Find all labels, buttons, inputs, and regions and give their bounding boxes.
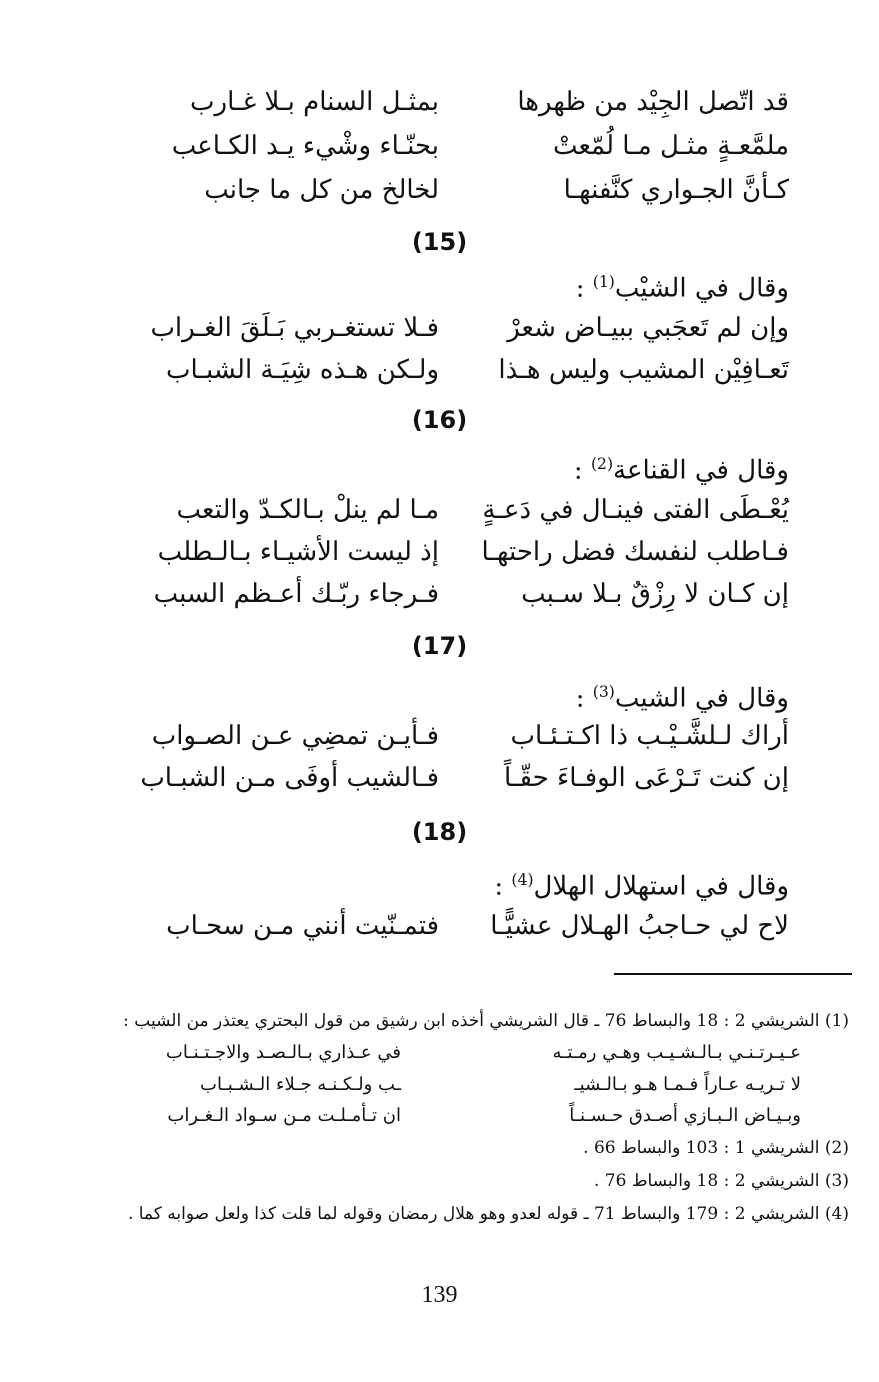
footnote-verse: [111, 1040, 801, 1068]
first-hemistich: لاح لي حـاجبُ الهـلال عشيًّـا: [490, 911, 789, 941]
intro-colon: :: [573, 455, 591, 486]
second-hemistich: ـب ولـكـنـه جـلاء الـشـبـاب: [200, 1074, 401, 1095]
top-poem: [149, 82, 789, 214]
poem-verses: [149, 490, 789, 616]
intro-text: وقال في الشيب: [614, 683, 789, 714]
intro-colon: :: [494, 871, 512, 902]
poem-verses: [149, 308, 789, 392]
poem-number: (16): [411, 406, 468, 434]
second-hemistich: لخالخ من كل ما جانب: [204, 175, 439, 205]
poem-number: (17): [411, 632, 468, 660]
poem-intro: [576, 674, 789, 717]
first-hemistich: لا تـريـه عـاراً فـمـا هـو بـالـشيـ: [574, 1074, 801, 1095]
second-hemistich: فتمـنّيت أنني مـن سحـاب: [166, 911, 439, 941]
footnote-ref: (2): [590, 455, 614, 473]
verse-line: [149, 532, 789, 574]
poem-number: (18): [411, 818, 468, 846]
footnote-ref: (3): [592, 683, 615, 701]
second-hemistich: فـرجاء ربّـك أعـظم السبب: [153, 579, 439, 609]
second-hemistich: ولـكن هـذه شِيَـة الشبـاب: [165, 355, 439, 385]
second-hemistich: فـأيـن تمضِي عـن الصـواب: [151, 721, 439, 751]
second-hemistich: فـلا تستغـربي بَـلَقَ الغـراب: [150, 313, 439, 343]
first-hemistich: قد اتّصل الجِيْد من ظهرها: [517, 87, 789, 117]
first-hemistich: وإن لم تَعجَبي ببيـاض شعرْ: [507, 313, 789, 343]
second-hemistich: فـالشيب أوفَى مـن الشبـاب: [140, 763, 439, 793]
verse-line: [149, 82, 789, 126]
footnote-ref: (4): [511, 871, 534, 889]
second-hemistich: بحنّـاء وشْيء يـد الكـاعب: [171, 131, 439, 161]
footnote-1: (1) الشريشي 2 : 18 والبساط 76 ـ قال الشريشي أخذه ابن رشيق من قول البحتري يعتذر من الشيب :: [123, 1011, 849, 1031]
poem-number: (15): [411, 228, 468, 256]
footnote-divider: [614, 973, 852, 975]
first-hemistich: أراك لـلشَّـيْـب ذا اكـتـئـاب: [510, 721, 789, 751]
verse-line: [140, 758, 789, 800]
verse-line: [149, 574, 789, 616]
poem-verses: [140, 716, 789, 800]
second-hemistich: بمثـل السنام بـلا غـارب: [190, 87, 439, 117]
footnote-ref: (1): [592, 273, 615, 291]
verse-line: [149, 350, 789, 392]
first-hemistich: وبـيـاض الـبـازي أصـدق حـسـنـاً: [569, 1105, 801, 1126]
poem-intro: [494, 862, 789, 905]
first-hemistich: فـاطلب لنفسك فضل راحتهـا: [481, 537, 789, 567]
page-number: 139: [421, 1282, 458, 1308]
verse-line: [149, 126, 789, 170]
footnote-4: (4) الشريشي 2 : 179 والبساط 71 ـ قوله لعدو وهو هلال رمضان وقوله لما قلت كذا ولعل صوابه كما .: [127, 1204, 849, 1224]
verse-line: [149, 308, 789, 350]
first-hemistich: إن كـان لا رِزْقٌ بـلا سـبب: [521, 579, 789, 609]
verse-line: [149, 716, 789, 758]
second-hemistich: في عـذاري بـالـصـد والاجـتـنـاب: [165, 1042, 401, 1063]
footnote-verse: [111, 1072, 801, 1100]
second-hemistich: مـا لم ينلْ بـالكـدّ والتعب: [176, 495, 439, 525]
second-hemistich: ان تـأمـلـت مـن سـواد الـغـراب: [167, 1105, 401, 1126]
poem-verses: [149, 906, 789, 948]
verse-line: [149, 170, 789, 214]
first-hemistich: إن كنت تَـرْعَى الوفـاءَ حقّـاً: [503, 763, 789, 793]
intro-colon: :: [575, 683, 593, 714]
verse-line: [149, 490, 789, 532]
poem-intro: [574, 446, 789, 489]
first-hemistich: يُعْـطَى الفتى فينـال في دَعـةٍ: [482, 495, 789, 525]
intro-text: وقال في استهلال الهلال: [533, 871, 789, 902]
intro-colon: :: [575, 273, 593, 304]
first-hemistich: ملمَّعـةٍ مثـل مـا لُمّعتْ: [552, 131, 789, 161]
second-hemistich: إذ ليست الأشيـاء بـالـطلب: [157, 537, 439, 567]
first-hemistich: كـأنَّ الجـواري كنَّفنهـا: [563, 175, 789, 205]
poem-intro: [576, 264, 789, 307]
intro-text: وقال في الشيْب: [614, 273, 789, 304]
verse-line: [149, 906, 789, 948]
first-hemistich: تَعـافِيْن المشيب وليس هـذا: [498, 355, 789, 385]
footnote-3: (3) الشريشي 2 : 18 والبساط 76 .: [593, 1171, 849, 1191]
footnote-2: (2) الشريشي 1 : 103 والبساط 66 .: [583, 1138, 849, 1158]
intro-text: وقال في القناعة: [613, 455, 789, 486]
footnote-verse: [111, 1103, 801, 1131]
first-hemistich: عـيـرتـنـي بـالـشـيـب وهـي رمـتـه: [552, 1042, 801, 1063]
